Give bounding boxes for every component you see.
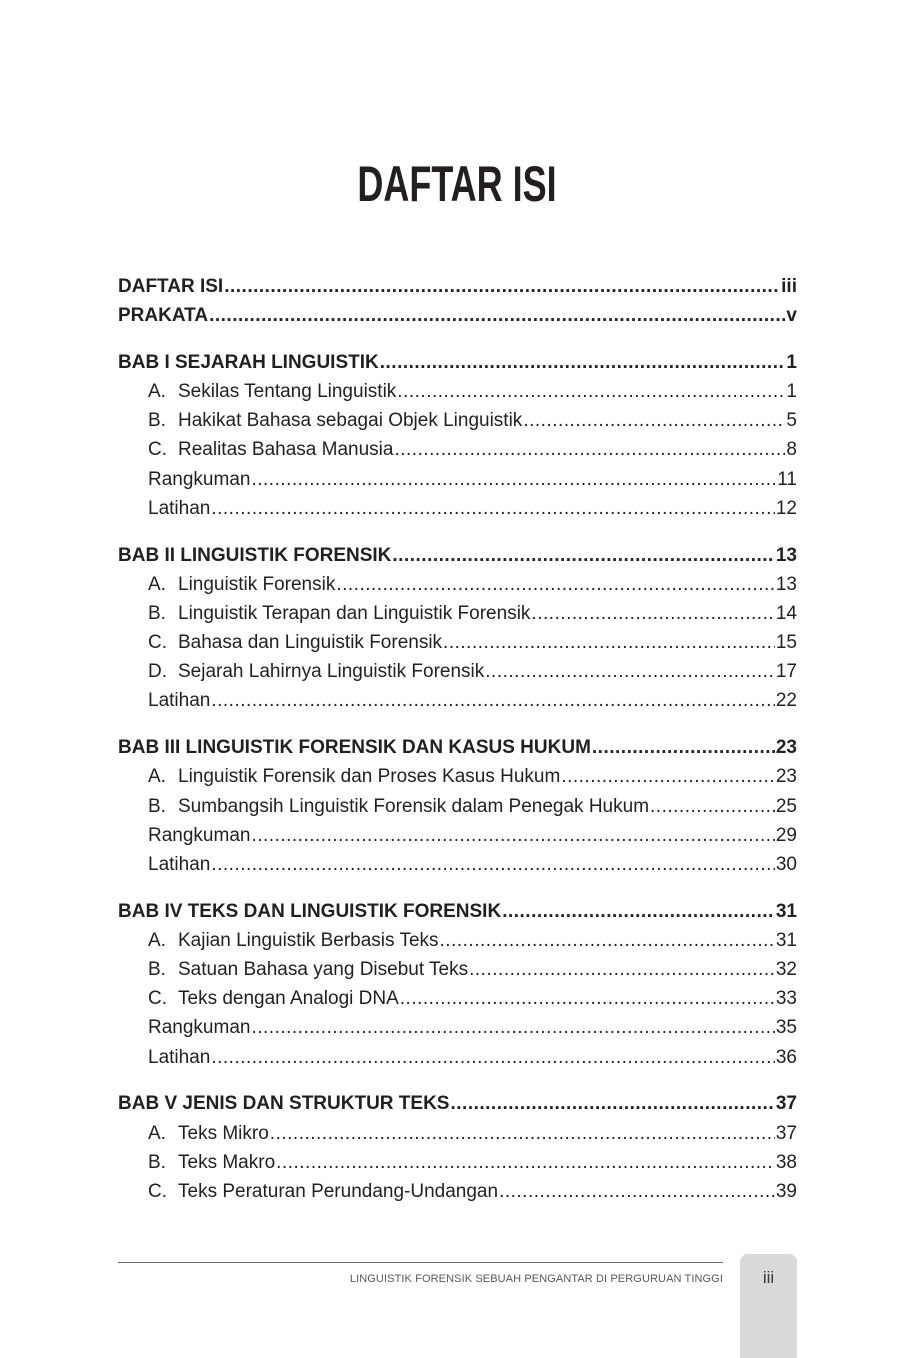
page-number: 1 [786, 381, 797, 402]
entry-title: Satuan Bahasa yang Disebut Teks [178, 959, 469, 980]
entry-title: Sejarah Lahirnya Linguistik Forensik [178, 661, 485, 682]
dot-leader [211, 1044, 775, 1072]
page-number: iii [781, 276, 797, 297]
page-number: 17 [775, 661, 797, 682]
toc-section[interactable] [148, 687, 797, 715]
section-label: C. [148, 1181, 167, 1202]
page-number: 30 [775, 854, 797, 875]
toc-section[interactable] [148, 793, 797, 821]
page-number: 38 [775, 1152, 797, 1173]
dot-leader [276, 1149, 775, 1177]
toc-section[interactable] [148, 436, 797, 464]
dot-leader [485, 658, 775, 686]
entry-title: Latihan [148, 1047, 211, 1068]
toc-entry-daftar-isi[interactable] [118, 273, 797, 301]
section-label: C. [148, 988, 167, 1009]
page-number: 23 [775, 737, 797, 758]
dot-leader [251, 466, 776, 494]
toc-chapter-1[interactable] [118, 349, 797, 377]
footer-divider [118, 1262, 723, 1263]
dot-leader [561, 763, 775, 791]
page-number-tab [740, 1254, 797, 1358]
page-number: 13 [775, 574, 797, 595]
page-number: 13 [775, 545, 797, 566]
dot-leader [469, 956, 775, 984]
entry-title: Rangkuman [148, 825, 251, 846]
dot-leader [392, 542, 774, 570]
page-number: 11 [777, 469, 797, 490]
toc-section[interactable] [148, 600, 797, 628]
dot-leader [592, 734, 775, 762]
entry-title: PRAKATA [118, 305, 209, 326]
entry-title: Linguistik Forensik [178, 574, 336, 595]
section-label: B. [148, 796, 166, 817]
section-label: C. [148, 439, 167, 460]
entry-title: Teks Peraturan Perundang-Undangan [178, 1181, 499, 1202]
page-number: 8 [786, 439, 797, 460]
dot-leader [523, 407, 785, 435]
toc-section[interactable] [148, 956, 797, 984]
entry-title: Teks Makro [178, 1152, 276, 1173]
page-number: 37 [775, 1123, 797, 1144]
section-label: A. [148, 574, 166, 595]
dot-leader [502, 898, 775, 926]
entry-title: Hakikat Bahasa sebagai Objek Linguistik [178, 410, 523, 431]
toc-section[interactable] [148, 1120, 797, 1148]
dot-leader [211, 851, 775, 879]
toc-section[interactable] [148, 466, 797, 494]
dot-leader [400, 985, 775, 1013]
toc-chapter-5[interactable] [118, 1090, 797, 1118]
page-number: 5 [786, 410, 797, 431]
toc-section[interactable] [148, 763, 797, 791]
page-number: 33 [775, 988, 797, 1009]
entry-title: Sekilas Tentang Linguistik [178, 381, 397, 402]
section-label: B. [148, 603, 166, 624]
section-label: B. [148, 410, 166, 431]
entry-title: Bahasa dan Linguistik Forensik [178, 632, 443, 653]
page-number: 32 [775, 959, 797, 980]
toc-section[interactable] [148, 1178, 797, 1206]
page-number: 29 [775, 825, 797, 846]
page-title: DAFTAR ISI [357, 155, 557, 212]
entry-title: Kajian Linguistik Berbasis Teks [178, 930, 439, 951]
toc-section[interactable] [148, 407, 797, 435]
section-label: A. [148, 1123, 166, 1144]
page-number: 23 [775, 766, 797, 787]
dot-leader [251, 822, 774, 850]
page-number: 37 [775, 1093, 797, 1114]
entry-title: Latihan [148, 854, 211, 875]
dot-leader [443, 629, 775, 657]
toc-section[interactable] [148, 1014, 797, 1042]
entry-title: BAB I SEJARAH LINGUISTIK [118, 352, 379, 373]
dot-leader [440, 927, 775, 955]
dot-leader [397, 378, 785, 406]
page-number: 35 [775, 1017, 797, 1038]
section-label: A. [148, 766, 166, 787]
toc-section[interactable] [148, 378, 797, 406]
section-label: A. [148, 381, 166, 402]
page-number: 22 [775, 690, 797, 711]
toc-chapter-3[interactable] [118, 734, 797, 762]
dot-leader [499, 1178, 775, 1206]
entry-title: BAB IV TEKS DAN LINGUISTIK FORENSIK [118, 901, 502, 922]
page-number: 14 [775, 603, 797, 624]
page-number: 31 [775, 930, 797, 951]
entry-title: Teks dengan Analogi DNA [178, 988, 399, 1009]
dot-leader [650, 793, 775, 821]
section-label: D. [148, 661, 167, 682]
toc-section[interactable] [148, 851, 797, 879]
toc-section[interactable] [148, 985, 797, 1013]
page-number: 15 [775, 632, 797, 653]
dot-leader [209, 302, 785, 330]
dot-leader [211, 495, 775, 523]
section-label: B. [148, 959, 166, 980]
toc-section[interactable] [148, 1044, 797, 1072]
page-number: 31 [775, 901, 797, 922]
entry-title: BAB V JENIS DAN STRUKTUR TEKS [118, 1093, 450, 1114]
toc-section[interactable] [148, 495, 797, 523]
toc-section[interactable] [148, 822, 797, 850]
section-label: A. [148, 930, 166, 951]
entry-title: Latihan [148, 690, 211, 711]
section-label: B. [148, 1152, 166, 1173]
dot-leader [336, 571, 775, 599]
entry-title: Latihan [148, 498, 211, 519]
entry-title: Rangkuman [148, 1017, 251, 1038]
page-number: 39 [775, 1181, 797, 1202]
footer-page-number: iii [762, 1268, 775, 1287]
toc-section[interactable] [148, 927, 797, 955]
dot-leader [394, 436, 785, 464]
entry-title: DAFTAR ISI [118, 276, 224, 297]
page-number: 12 [775, 498, 797, 519]
entry-title: BAB III LINGUISTIK FORENSIK DAN KASUS HUKUM [118, 737, 591, 758]
toc-section[interactable] [148, 1149, 797, 1177]
dot-leader [531, 600, 774, 628]
page-number: v [786, 305, 797, 326]
section-label: C. [148, 632, 167, 653]
toc-section[interactable] [148, 658, 797, 686]
toc-chapter-2[interactable] [118, 542, 797, 570]
dot-leader [450, 1090, 774, 1118]
entry-title: Sumbangsih Linguistik Forensik dalam Penegak Hukum [178, 796, 650, 817]
entry-title: Rangkuman [148, 469, 251, 490]
toc-chapter-4[interactable] [118, 898, 797, 926]
toc-entry-prakata[interactable] [118, 302, 797, 330]
running-footer-title: LINGUISTIK FORENSIK SEBUAH PENGANTAR DI PERGURUAN TINGGI [349, 1273, 723, 1285]
page-number: 1 [786, 352, 797, 373]
entry-title: Realitas Bahasa Manusia [178, 439, 394, 460]
entry-title: Linguistik Terapan dan Linguistik Forensik [178, 603, 531, 624]
dot-leader [211, 687, 775, 715]
dot-leader [270, 1120, 775, 1148]
dot-leader [251, 1014, 774, 1042]
toc-section[interactable] [148, 571, 797, 599]
entry-title: Linguistik Forensik dan Proses Kasus Hukum [178, 766, 561, 787]
toc-section[interactable] [148, 629, 797, 657]
page-number: 36 [775, 1047, 797, 1068]
dot-leader [224, 273, 780, 301]
entry-title: Teks Mikro [178, 1123, 269, 1144]
entry-title: BAB II LINGUISTIK FORENSIK [118, 545, 392, 566]
dot-leader [380, 349, 786, 377]
page-number: 25 [775, 796, 797, 817]
